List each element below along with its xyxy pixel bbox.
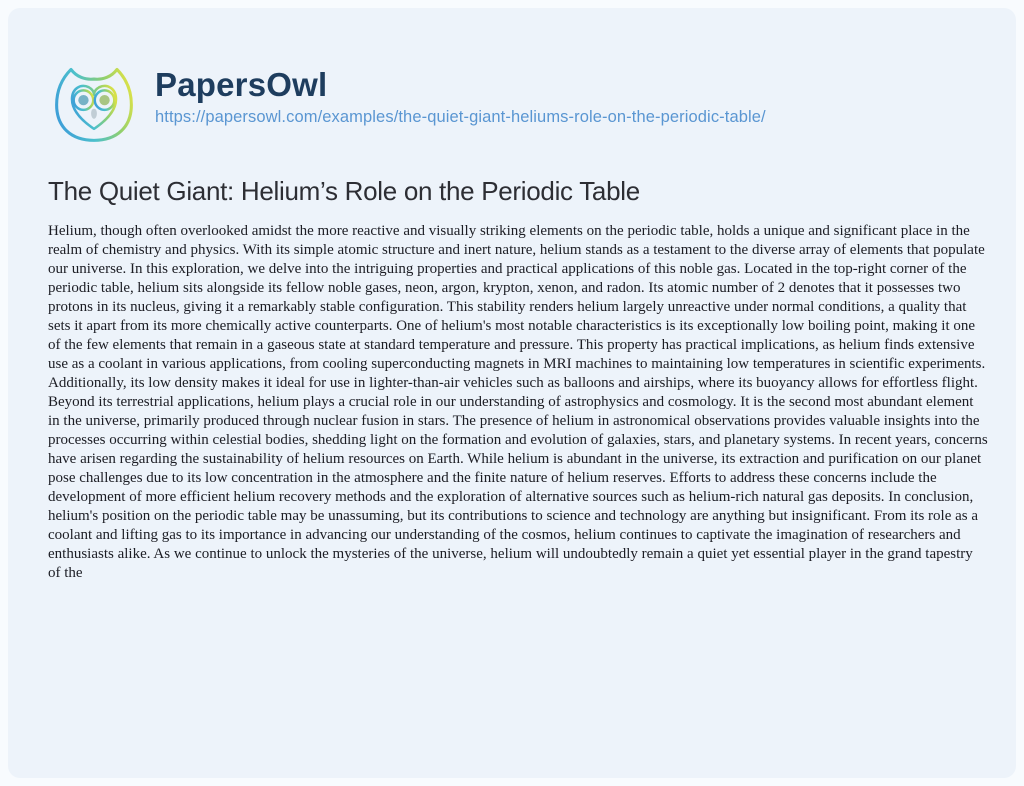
owl-icon [48,57,140,149]
article [48,176,988,583]
papersowl-logo[interactable] [48,57,140,149]
brand-name[interactable]: PapersOwl [155,66,328,103]
article-title: The Quiet Giant: Helium’s Role on the Periodic Table [48,176,640,206]
header-text [155,65,766,127]
page-card [8,8,1016,778]
site-header [48,57,976,149]
page-url-link[interactable]: https://papersowl.com/examples/the-quiet-giant-heliums-role-on-the-periodic-table/ [155,108,766,126]
article-body-text: Helium, though often overlooked amidst the more reactive and visually striking elements on the periodic table, holds a unique and significant place in the realm of chemistry and physics. With its simple atomic structure and inert nature, helium stands as a testament to the diverse array of elements that populate our universe. In this exploration, we delve into the intriguing properties and practical applications of this noble gas. Located in the top-right corner of the periodic table, helium sits alongside its fellow noble gases, neon, argon, krypton, xenon, and radon. Its atomic number of 2 denotes that it possesses two protons in its nucleus, giving it a remarkably stable configuration. This stability renders helium largely unreactive under normal conditions, a quality that sets it apart from its more chemically active counterparts. One of helium's most notable characteristics is its exceptionally low boiling point, making it one of the few elements that remain in a gaseous state at standard temperature and pressure. This property has practical implications, as helium finds extensive use as a coolant in various applications, from cooling superconducting magnets in MRI machines to maintaining low temperatures in scientific experiments. Additionally, its low density makes it ideal for use in lighter-than-air vehicles such as balloons and airships, where its buoyancy allows for effortless flight. Beyond its terrestrial applications, helium plays a crucial role in our understanding of astrophysics and cosmology. It is the second most abundant element in the universe, primarily produced through nuclear fusion in stars. The presence of helium in astronomical observations provides valuable insights into the processes occurring within celestial bodies, shedding light on the formation and evolution of galaxies, stars, and planetary systems. In recent years, concerns have arisen regarding the sustainability of helium resources on Earth. While helium is abundant in the universe, its extraction and purification on our planet pose challenges due to its low concentration in the atmosphere and the finite nature of helium reserves. Efforts to address these concerns include the development of more efficient helium recovery methods and the exploration of alternative sources such as helium-rich natural gas deposits. In conclusion, helium's position on the periodic table may be unassuming, but its contributions to science and technology are anything but insignificant. From its role as a coolant and lifting gas to its importance in advancing our understanding of the cosmos, helium continues to captivate the imagination of researchers and enthusiasts alike. As we continue to unlock the mysteries of the universe, helium will undoubtedly remain a quiet yet essential player in the grand tapestry of the [48,223,988,581]
